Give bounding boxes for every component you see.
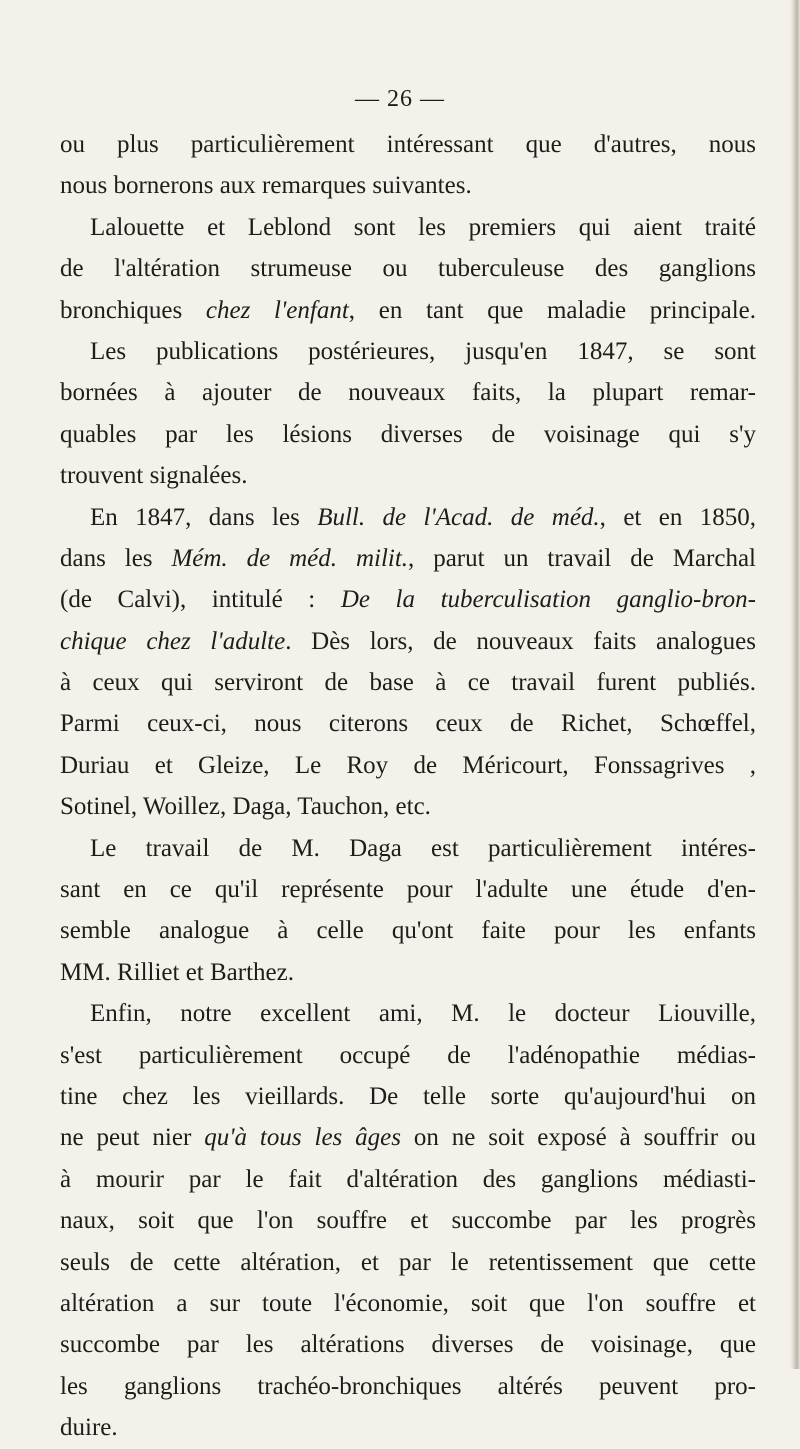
text-line: [60, 290, 756, 331]
text-line: Enfin, notre excellent ami, M. le docteur Liouville,: [90, 1000, 756, 1028]
text-line: nous bornerons aux remarques suivantes.: [60, 172, 472, 200]
page-number: — 26 —: [355, 86, 445, 112]
text-line: [60, 579, 756, 620]
text-line: naux, soit que l'on souffre et succombe par les progrès: [60, 1207, 756, 1235]
text-line: sant en ce qu'il représente pour l'adulte une étude d'en-: [60, 876, 756, 904]
text-line: Les publications postérieures, jusqu'en 1847, se sont: [90, 337, 756, 365]
text-line: les ganglions trachéo-bronchiques altérés peuvent pro-: [60, 1372, 756, 1400]
text-line: s'est particulièrement occupé de l'adénopathie médias-: [60, 1041, 756, 1069]
text-line: bornées à ajouter de nouveaux faits, la plupart remar-: [60, 379, 756, 407]
text-line: [60, 538, 756, 579]
text-line: trouvent signalées.: [60, 462, 248, 490]
text-segment: bronchiques: [60, 296, 206, 324]
italic-title: De la tuberculisation ganglio-bron-: [340, 586, 756, 614]
italic-title: qu'à tous les âges: [204, 1124, 401, 1152]
text-segment: , et en 1850,: [599, 503, 756, 531]
text-line: seuls de cette altération, et par le retentissement que cette: [60, 1248, 756, 1276]
italic-title: Bull. de l'Acad. de méd.: [317, 503, 600, 531]
text-segment: dans les: [60, 544, 172, 572]
page-edge: [790, 0, 800, 1369]
text-line: semble analogue à celle qu'ont faite pour les enfants: [60, 917, 756, 945]
text-segment: En 1847, dans les: [90, 503, 318, 531]
text-line: ou plus particulièrement intéressant que d'autres, nous: [60, 131, 756, 158]
text-line: Lalouette et Leblond sont les premiers qui aient traité: [90, 213, 756, 241]
text-line: [60, 1117, 756, 1158]
text-segment: ne peut nier: [60, 1124, 205, 1152]
text-line: Le travail de M. Daga est particulièrement intéres-: [90, 834, 756, 862]
text-segment: (de Calvi), intitulé :: [60, 586, 341, 614]
text-line: tine chez les vieillards. De telle sorte qu'aujourd'hui on: [60, 1082, 756, 1110]
text-line: Parmi ceux-ci, nous citerons ceux de Richet, Schœffel,: [60, 710, 756, 738]
text-segment: , parut un travail de Marchal: [408, 544, 756, 572]
text-line: quables par les lésions diverses de voisinage qui s'y: [60, 420, 756, 448]
text-line: altération a sur toute l'économie, soit que l'on souffre et: [60, 1289, 756, 1317]
text-line: [60, 497, 756, 538]
text-line: Duriau et Gleize, Le Roy de Méricourt, Fonssagrives ,: [60, 751, 756, 779]
text-segment: on ne soit exposé à souffrir ou: [400, 1124, 756, 1152]
text-segment: , en tant que maladie principale.: [348, 296, 757, 324]
italic-title: Mém. de méd. milit.: [171, 544, 409, 572]
text-line: [60, 621, 756, 662]
text-line: à ceux qui serviront de base à ce travail furent publiés.: [60, 669, 756, 697]
text-segment: . Dès lors, de nouveaux faits analogues: [285, 627, 756, 655]
italic-title: chez l'enfant: [205, 296, 349, 324]
text-line: succombe par les altérations diverses de voisinage, que: [60, 1331, 756, 1359]
text-line: à mourir par le fait d'altération des ganglions médiasti-: [60, 1165, 756, 1193]
italic-title: chique chez l'adulte: [60, 627, 286, 655]
text-line: de l'altération strumeuse ou tuberculeuse des ganglions: [60, 255, 756, 283]
text-line: Sotinel, Woillez, Daga, Tauchon, etc.: [60, 793, 431, 821]
text-line: MM. Rilliet et Barthez.: [60, 958, 294, 986]
body-text: [60, 124, 756, 1449]
text-line: duire.: [60, 1414, 118, 1442]
